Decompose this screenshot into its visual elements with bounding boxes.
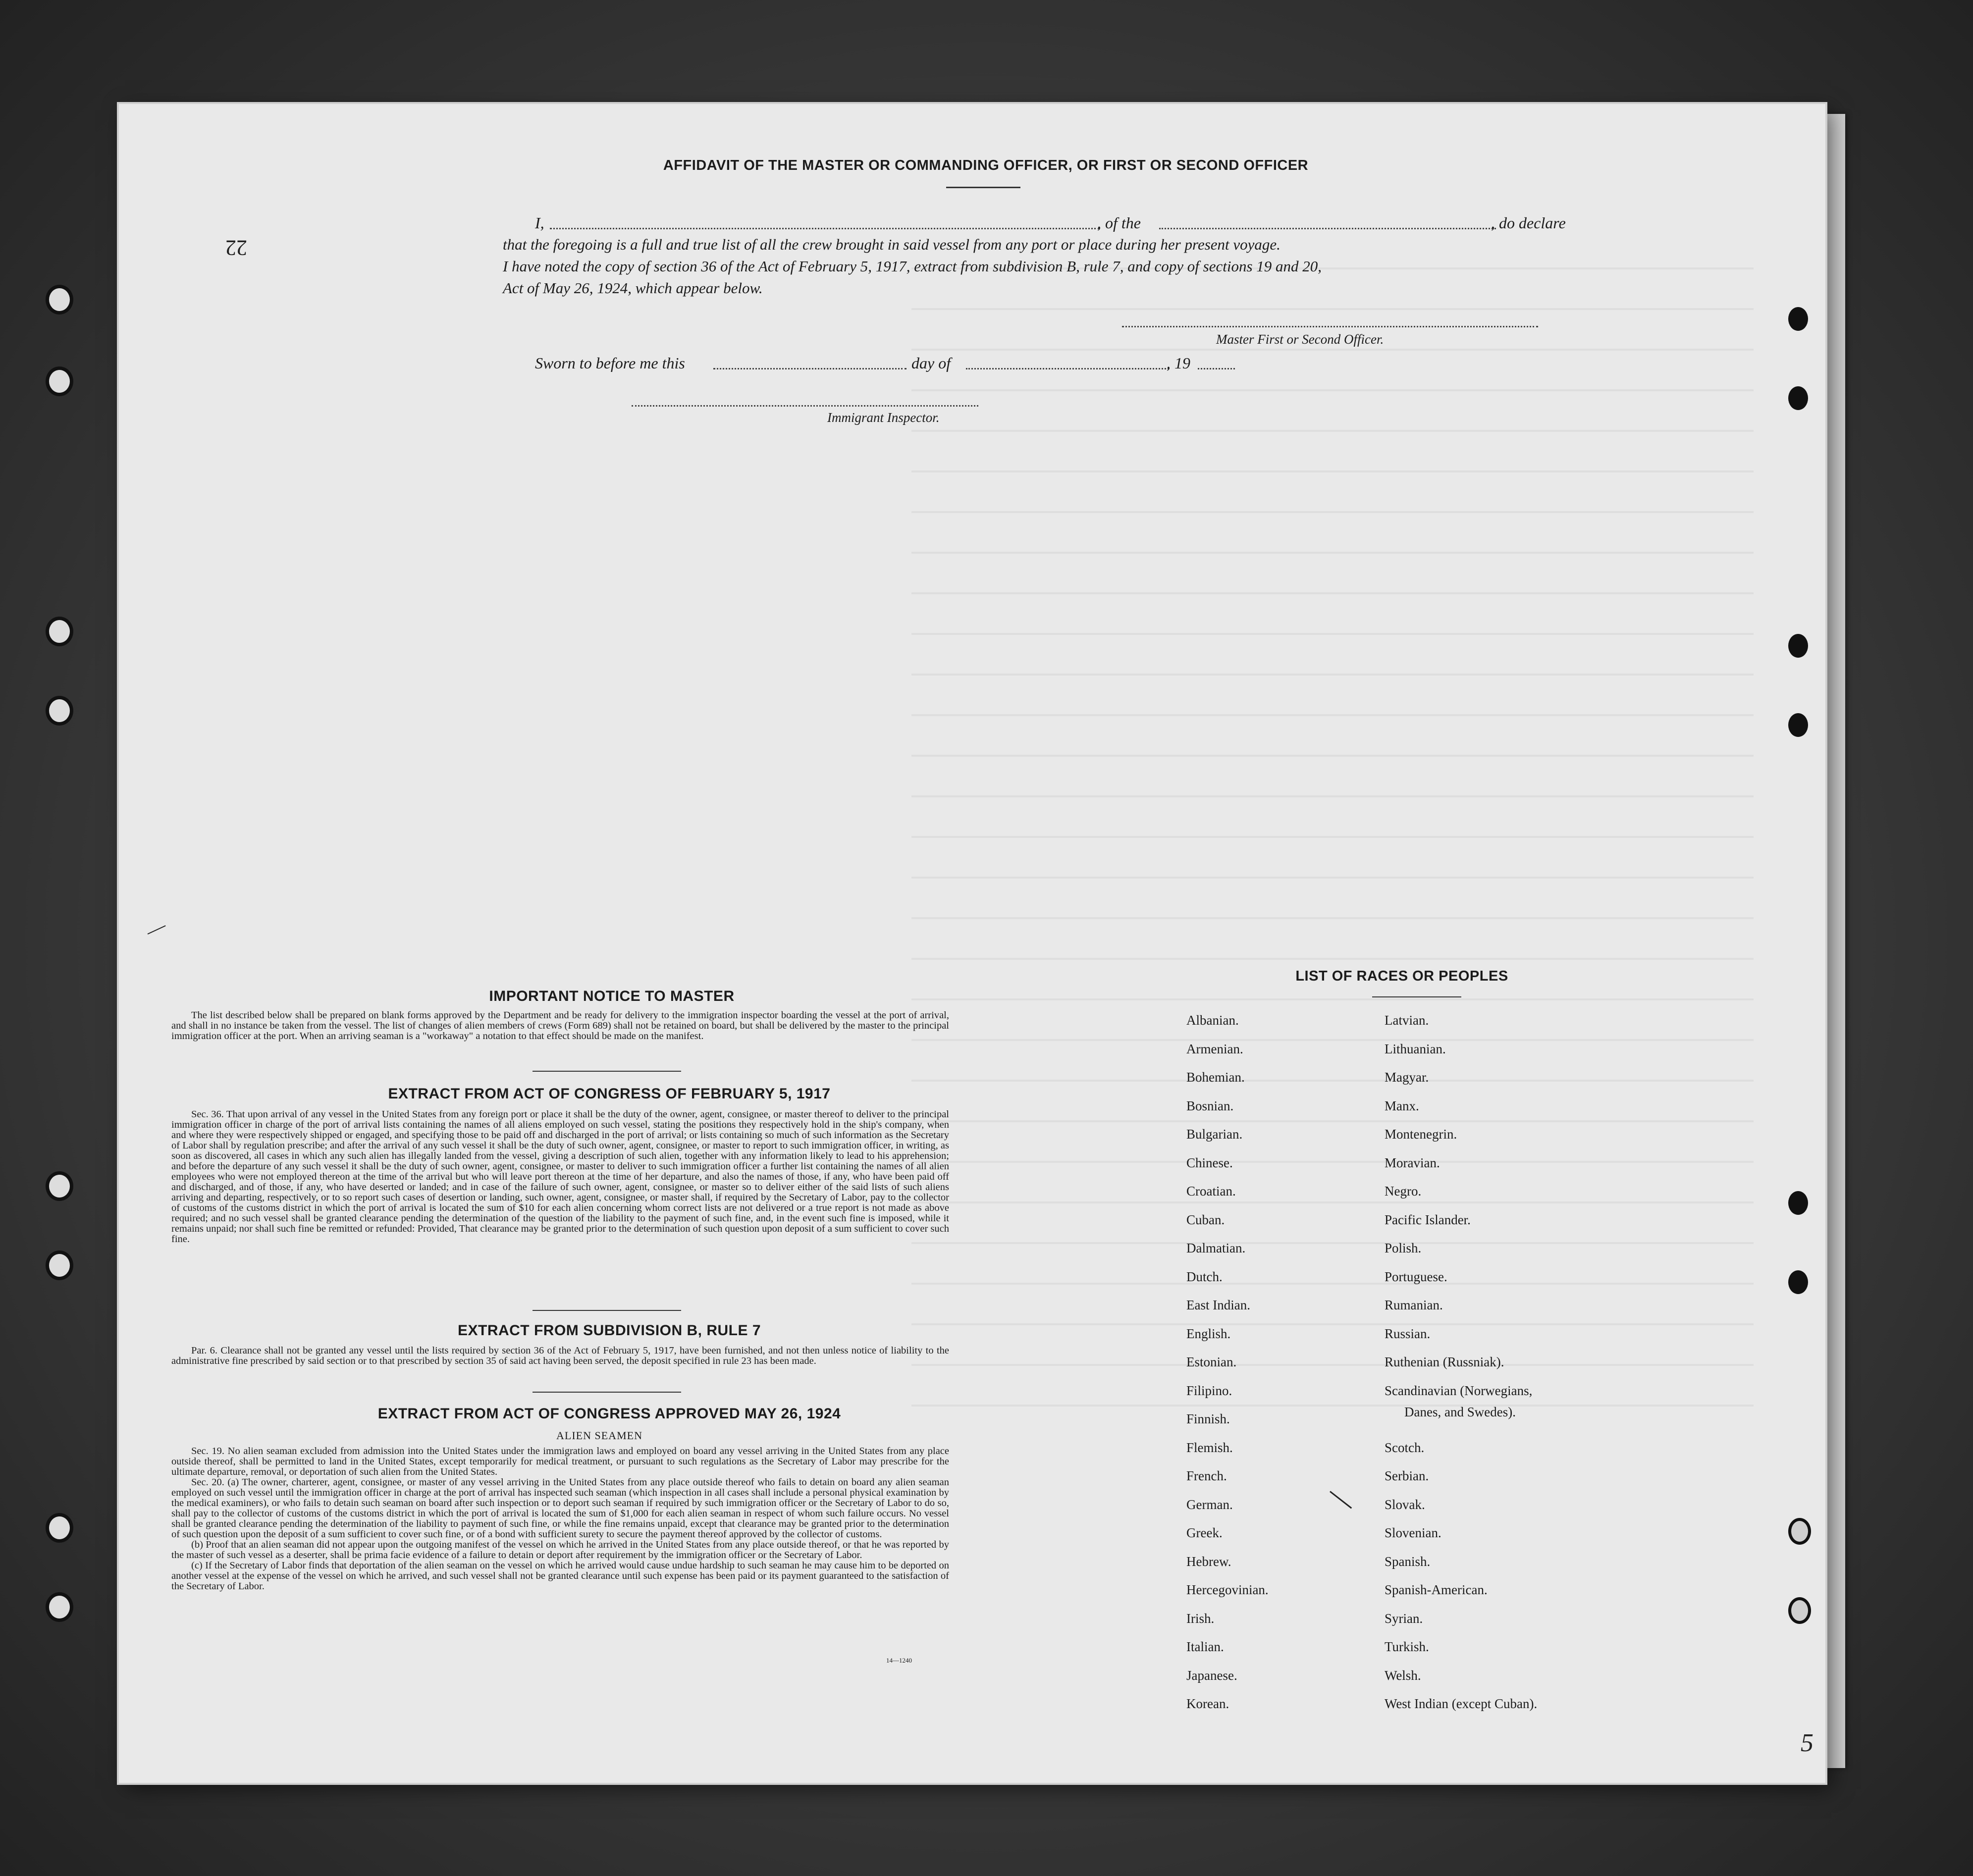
race-item: Flemish. <box>1186 1440 1233 1455</box>
race-item: Bosnian. <box>1186 1098 1234 1113</box>
race-item: Spanish-American. <box>1385 1582 1488 1597</box>
race-item: French. <box>1186 1468 1227 1483</box>
race-item: Serbian. <box>1385 1468 1429 1483</box>
punch-hole-icon <box>1788 1191 1808 1215</box>
par-6-text: Par. 6. Clearance shall not be granted any vessel until the lists required by section 36 of the Act of February 5, 1917, have been furnished, and not then unless notice of liability to the administrative fine prescribed by said section or to that prescribed by section 35 of said act having been served, the deposit specified in rule 23 has been made. <box>171 1345 949 1366</box>
punch-hole-icon <box>1788 1270 1808 1294</box>
section-rule <box>533 1071 681 1072</box>
race-item: Slovenian. <box>1385 1525 1441 1540</box>
affidavit-declare: , do declare <box>1491 214 1566 232</box>
race-item: Bulgarian. <box>1186 1127 1243 1142</box>
race-item: Russian. <box>1385 1326 1431 1341</box>
extract-1924-title: EXTRACT FROM ACT OF CONGRESS APPROVED MAY 26, 1924 <box>377 1406 841 1422</box>
race-item: Lithuanian. <box>1385 1041 1446 1056</box>
paper-edge <box>1825 114 1845 1768</box>
master-name-field[interactable] <box>550 228 1100 229</box>
vessel-name-field[interactable] <box>1159 228 1496 229</box>
race-item: West Indian (except Cuban). <box>1385 1696 1538 1711</box>
notice-body <box>171 1010 949 1042</box>
notice-text: The list described below shall be prepared on blank forms approved by the Department and be ready for delivery to the immigration inspector boarding the vessel at the port of arrival, and shall in no instance be taken from the vessel. The list of changes of alien members of crews (Form 689) shall not be retained on board, but shall be delivered by the master to the principal immigration officer at the port. When an arriving seaman is a "workaway" a notation to that effect should be made on the manifest. <box>171 1010 949 1042</box>
binder-hole-icon <box>46 285 73 314</box>
race-item: Chinese. <box>1186 1155 1233 1170</box>
race-item: English. <box>1186 1326 1231 1341</box>
affidavit-of-the: , of the <box>1097 214 1141 232</box>
race-item: Manx. <box>1385 1098 1419 1113</box>
binder-hole-icon <box>46 617 73 646</box>
sworn-text: Sworn to before me this <box>535 354 685 372</box>
affidavit-i: I, <box>535 214 544 232</box>
affidavit-line3: I have noted the copy of section 36 of the Act of February 5, 1917, extract from subdivision B, rule 7, and copy of sections 19 and 20, <box>503 258 1322 275</box>
races-column-2 <box>1385 1013 1537 1725</box>
affidavit-line2: that the foregoing is a full and true list of all the crew brought in said vessel from any port or place during her present voyage. <box>503 236 1280 253</box>
race-item: Japanese. <box>1186 1668 1237 1683</box>
race-item: Ruthenian (Russniak). <box>1385 1355 1504 1369</box>
binder-hole-icon <box>46 1251 73 1280</box>
race-item: East Indian. <box>1186 1298 1250 1312</box>
inspector-signature-field[interactable] <box>632 405 978 407</box>
punch-hole-icon <box>1788 713 1808 737</box>
race-item: Italian. <box>1186 1639 1224 1654</box>
race-item: Bohemian. <box>1186 1070 1245 1085</box>
race-item: Greek. <box>1186 1525 1223 1540</box>
race-item: Moravian. <box>1385 1155 1440 1170</box>
race-item: Slovak. <box>1385 1497 1425 1512</box>
inspector-label: Immigrant Inspector. <box>827 410 940 425</box>
punch-hole-icon <box>1788 1597 1811 1624</box>
race-item: Hercegovinian. <box>1186 1582 1269 1597</box>
sworn-day-of: day of <box>911 354 951 372</box>
race-item: Rumanian. <box>1385 1298 1443 1312</box>
punch-hole-icon <box>1788 1518 1811 1545</box>
notice-title: IMPORTANT NOTICE TO MASTER <box>489 988 735 1004</box>
race-item: Danes, and Swedes). <box>1404 1404 1516 1419</box>
race-item: Croatian. <box>1186 1184 1236 1199</box>
title-rule <box>946 187 1020 188</box>
race-item: Korean. <box>1186 1696 1229 1711</box>
punch-hole-icon <box>1788 307 1808 331</box>
sec-36-text: Sec. 36. That upon arrival of any vessel in the United States from any foreign port or place it shall be the duty of the owner, agent, consignee, or master thereof to deliver to the principal immigration officer in charge of the port of arrival lists containing the names of all aliens employed on such vessel, stating the positions they respectively hold in the ship's company, when and where they were respectively shipped or engaged, and specifying those to be paid off and discharged in the port of arrival; or lists containing so much of such information as the Secretary of Labor shall by regulation prescribe; and after the arrival of any such vessel it shall be the duty of such owner, agent, consignee, or master to report to such immigration officer, in writing, as soon as discovered, all cases in which any such alien has illegally landed from the vessel, giving a description of such alien, together with any information likely to lead to his apprehension; and before the departure of any such vessel it shall be the duty of such owner, agent, consignee, or master to deliver to such immigration officer a further list containing the names of all alien employees who were not employed thereon at the time of the arrival but who will leave port thereon at the time of her departure, and also the names of those, if any, who have been paid off and discharged, and of those, if any, who have deserted or landed; and in case of the failure of such owner, agent, consignee, or master so to deliver either of the said lists of such aliens arriving and departing, respectively, or to so report such cases of desertion or landing, such owner, agent, consignee, or master shall, if required by the Secretary of Labor, pay to the collector of customs of the customs district in which the port of arrival is located the sum of $10 for each alien concerning whom correct lists are not delivered or a true report is not made as above required; and no such vessel shall be granted clearance pending the determination of the question of the liability to the payment of such fine, and, in the event such fine is imposed, while it remains unpaid; nor shall such fine be remitted or refunded: Provided, That clearance may be granted prior to the determination of such question upon deposit of a sum sufficient to cover such fine. <box>171 1109 949 1245</box>
binder-hole-icon <box>46 1513 73 1543</box>
form-number: 14—1240 <box>886 1657 912 1664</box>
sec-20a-text: Sec. 20. (a) The owner, charterer, agent, consignee, or master of any vessel arriving in the United States from any place outside thereof who fails to detain on board any alien seaman employed on such vessel until the immigration officer in charge at the port of arrival has inspected such seaman (which inspection in all cases shall include a personal physical examination by the medical examiners), or who fails to detain such seaman on board after such inspection or to deport such seaman if required by such immigration officer or the Secretary of Labor to do so, shall pay to the collector of customs of the customs district in which the port of arrival is located the sum of $1,000 for each alien seaman in respect of whom such failure occurs. No vessel shall be granted clearance pending the determination of the liability to payment of such fine, or while the fine remains unpaid, except that clearance may be granted prior to the determination of such question upon the deposit of a sum sufficient to cover such fine, or of a bond with sufficient surety to secure the payment thereof approved by the collector of customs. <box>171 1477 949 1540</box>
races-title: LIST OF RACES OR PEOPLES <box>1295 968 1508 984</box>
race-item: Hebrew. <box>1186 1554 1231 1569</box>
affidavit-line4: Act of May 26, 1924, which appear below. <box>503 279 763 297</box>
race-item: Dutch. <box>1186 1269 1223 1284</box>
stamp-number: 22 <box>225 236 247 260</box>
race-item: Armenian. <box>1186 1041 1243 1056</box>
race-item: Magyar. <box>1385 1070 1429 1085</box>
section-rule <box>533 1392 681 1393</box>
race-item: Irish. <box>1186 1611 1215 1626</box>
race-item: German. <box>1186 1497 1233 1512</box>
punch-hole-icon <box>1788 634 1808 658</box>
races-column-1 <box>1186 1013 1269 1725</box>
extract-1917-body <box>171 1109 949 1245</box>
binder-hole-icon <box>46 1171 73 1201</box>
race-item: Portuguese. <box>1385 1269 1447 1284</box>
race-item: Negro. <box>1385 1184 1422 1199</box>
master-signature-label: Master First or Second Officer. <box>1216 332 1384 347</box>
extract-1924-body <box>171 1446 949 1592</box>
binder-hole-icon <box>46 1592 73 1622</box>
section-rule <box>533 1310 681 1311</box>
race-item: Polish. <box>1385 1241 1422 1255</box>
sworn-year-field[interactable] <box>1198 368 1235 369</box>
sworn-year: , 19 <box>1167 354 1190 372</box>
sec-19-text: Sec. 19. No alien seaman excluded from admission into the United States under the immigration laws and employed on board any vessel arriving in the United States from any place outside thereof, shall be permitted to land in the United States, except temporarily for medical treatment, or pursuant to such regulations as the Secretary of Labor may prescribe for the ultimate departure, removal, or deportation of such alien from the United States. <box>171 1446 949 1477</box>
race-item: Finnish. <box>1186 1411 1230 1426</box>
pencil-mark <box>1330 1491 1352 1509</box>
bleed-through-text <box>911 253 1754 1441</box>
manifest-page <box>119 104 1825 1783</box>
sec-20b-text: (b) Proof that an alien seaman did not appear upon the outgoing manifest of the vessel on which he arrived in the United States from any place outside thereof, or that he was reported by the master of such vessel as a deserter, shall be prima facie evidence of a failure to detain or deport after requirement by the immigration officer or the Secretary of Labor. <box>171 1539 949 1561</box>
race-item: Filipino. <box>1186 1383 1232 1398</box>
sworn-month-field[interactable] <box>966 368 1169 369</box>
race-item: Estonian. <box>1186 1355 1237 1369</box>
subdivision-b-title: EXTRACT FROM SUBDIVISION B, RULE 7 <box>457 1322 761 1339</box>
race-item: Pacific Islander. <box>1385 1212 1471 1227</box>
race-item: Albanian. <box>1186 1013 1239 1028</box>
race-item: Turkish. <box>1385 1639 1429 1654</box>
master-signature-field[interactable] <box>1122 326 1538 327</box>
punch-hole-icon <box>1788 386 1808 410</box>
sworn-day-field[interactable] <box>713 368 907 369</box>
subdivision-b-body <box>171 1346 949 1366</box>
race-item: Spanish. <box>1385 1554 1431 1569</box>
race-item: Montenegrin. <box>1385 1127 1457 1142</box>
extract-1917-title: EXTRACT FROM ACT OF CONGRESS OF FEBRUARY 5, 1917 <box>388 1086 831 1102</box>
race-item: Dalmatian. <box>1186 1241 1246 1255</box>
race-item: Welsh. <box>1385 1668 1421 1683</box>
pencil-mark <box>148 925 166 935</box>
race-item: Latvian. <box>1385 1013 1429 1028</box>
binder-hole-icon <box>46 696 73 726</box>
race-item: Syrian. <box>1385 1611 1423 1626</box>
race-item: Scotch. <box>1385 1440 1425 1455</box>
binder-hole-icon <box>46 366 73 396</box>
race-item: Scandinavian (Norwegians, <box>1385 1383 1533 1398</box>
race-item: Cuban. <box>1186 1212 1225 1227</box>
affidavit-title: AFFIDAVIT OF THE MASTER OR COMMANDING OFFICER, OR FIRST OR SECOND OFFICER <box>663 157 1309 173</box>
races-rule <box>1372 996 1461 997</box>
page-number: 5 <box>1801 1729 1813 1757</box>
sec-20c-text: (c) If the Secretary of Labor finds that deportation of the alien seaman on the vessel on which he arrived would cause undue hardship to such seaman he may cause him to be deported on another vessel at the expense of the vessel on which he arrived, and such vessel shall not be granted clearance until such expense has been paid or its payment guaranteed to the satisfaction of the Secretary of Labor. <box>171 1560 949 1592</box>
alien-seamen-subtitle: ALIEN SEAMEN <box>556 1429 642 1442</box>
